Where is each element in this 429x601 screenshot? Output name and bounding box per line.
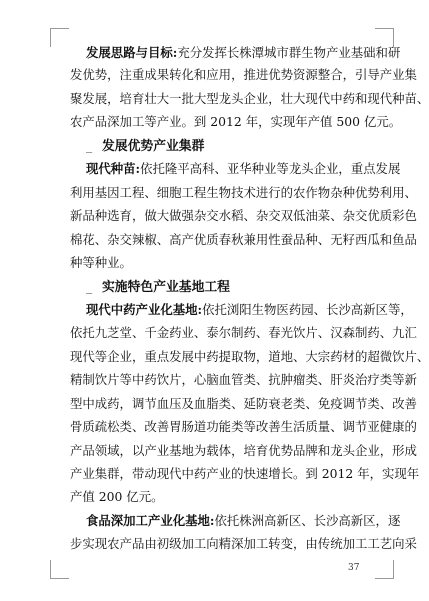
heading-bullet: _	[86, 279, 93, 294]
line-text: 产值 200 亿元。	[70, 489, 164, 504]
crop-mark-top-left	[50, 28, 69, 47]
line-text: 利用基因工程、细胞工程生物技术进行的农作物杂种优势利用、	[70, 185, 417, 200]
crop-mark-bottom-right	[375, 560, 394, 579]
crop-mark-bottom-left	[50, 560, 69, 579]
line-text: 骨质疏松类、改善胃肠道功能类等改善生活质量、调节亚健康的	[70, 419, 417, 434]
line-text: 产品领域，以产业基地为载体，培育优势品牌和龙头企业，形成	[70, 443, 417, 458]
text-line	[70, 255, 362, 271]
bold-lead: 现代种苗:	[86, 161, 141, 176]
line-text: 依托隆平高科、亚华种业等龙头企业，重点发展	[140, 161, 401, 176]
text-line	[70, 67, 417, 83]
text-line	[70, 114, 402, 130]
line-text: 精制饮片等中药饮片，心脑血管类、抗肿瘤类、肝炎治疗类等新	[70, 372, 417, 387]
text-line	[70, 536, 417, 552]
line-text: 依托九芝堂、千金药业、泰尔制药、春光饮片、汉森制药、九汇	[70, 325, 417, 340]
line-text: 农产品深加工等产业。到 2012 年，实现年产值 500 亿元。	[70, 114, 402, 129]
text-line	[70, 185, 417, 201]
text-line	[70, 396, 417, 412]
heading-bullet: _	[86, 138, 93, 153]
section-heading	[86, 279, 378, 296]
bold-lead: 发展思路与目标:	[86, 45, 178, 60]
line-text: 种等种业。	[70, 255, 132, 270]
text-line	[70, 91, 429, 107]
line-text: 充分发挥长株潭城市群生物产业基础和研	[177, 45, 401, 60]
bold-lead: 现代中药产业化基地:	[86, 302, 203, 317]
line-text: 依托株洲高新区、长沙高新区，逐	[214, 513, 401, 528]
line-text: 聚发展，培育壮大一批大型龙头企业，壮大现代中药和现代种苗、	[70, 91, 429, 106]
text-line	[86, 513, 401, 529]
text-line	[86, 302, 413, 318]
line-text: 发优势，注重成果转化和应用，推进优势资源整合，引导产业集	[70, 67, 417, 82]
text-line	[70, 349, 429, 365]
text-line	[70, 443, 417, 459]
line-text: 型中成药，调节血压及血脂类、延防衰老类、免疫调节类、改善	[70, 396, 417, 411]
text-line	[70, 325, 417, 341]
text-line	[70, 466, 420, 482]
line-text: 产业集群，带动现代中药产业的快速增长。到 2012 年，实现年	[70, 466, 420, 481]
line-text: 现代等企业，重点发展中药提取物，道地、大宗药材的超微饮片、	[70, 349, 429, 364]
line-text: 步实现农产品由初级加工向精深加工转变，由传统加工工艺向采	[70, 536, 417, 551]
text-line	[86, 161, 401, 177]
text-line	[70, 372, 417, 388]
line-text: 棉花、杂交辣椒、高产优质春秋兼用性蚕品种、无籽西瓜和鱼品	[70, 232, 417, 247]
text-line	[86, 45, 401, 61]
heading-text: 实施特色产业基地工程	[102, 280, 230, 295]
text-line	[70, 419, 417, 435]
bold-lead: 食品深加工产业化基地:	[86, 513, 215, 528]
heading-text: 发展优势产业集群	[102, 139, 205, 154]
line-text: 依托浏阳生物医药园、长沙高新区等，	[202, 302, 413, 317]
text-line	[70, 489, 362, 505]
text-line	[70, 232, 417, 248]
line-text: 新品种选育，做大做强杂交水稻、杂交双低油菜、杂交优质彩色	[70, 208, 417, 223]
page-number: 37	[348, 563, 360, 573]
text-line	[70, 208, 417, 224]
section-heading	[86, 138, 378, 155]
